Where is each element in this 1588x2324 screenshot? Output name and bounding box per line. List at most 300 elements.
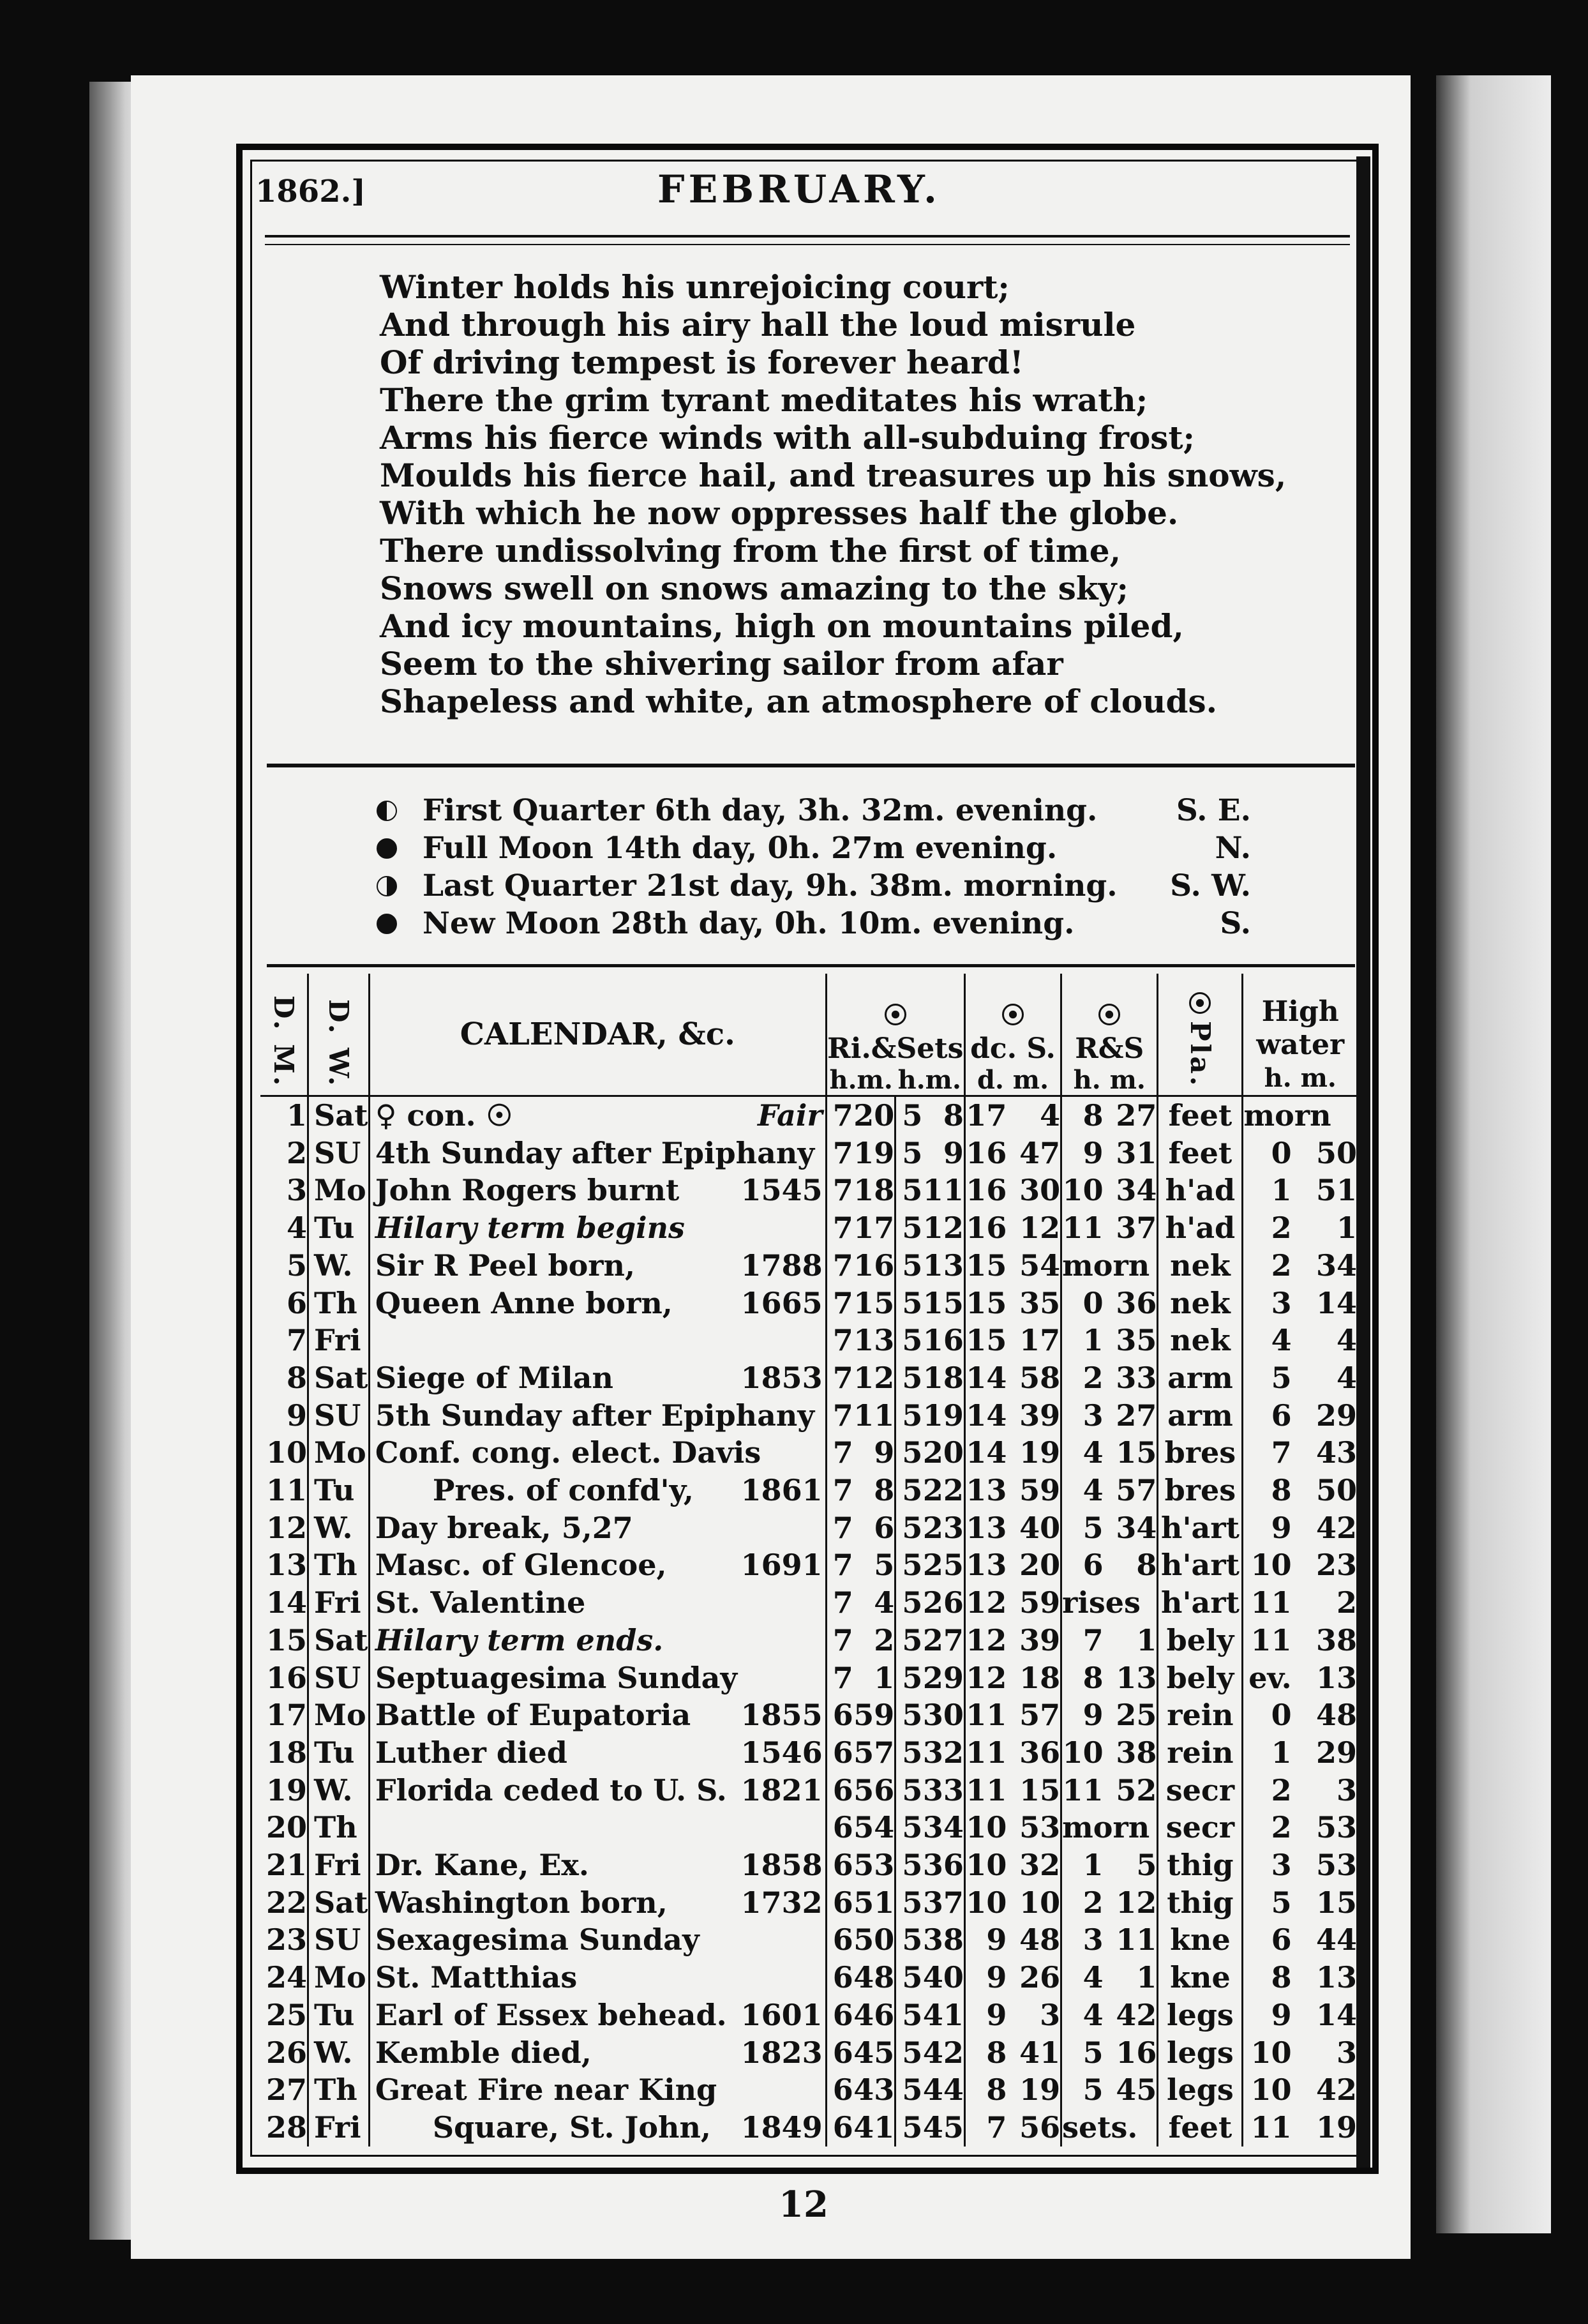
cell-rm: 2 <box>874 1622 895 1657</box>
calendar-row <box>260 2034 1357 2072</box>
header-sun-rise-set: Ri.&Sets h.m. h.m. <box>826 974 964 1096</box>
calendar-row <box>260 1659 1357 1697</box>
cell-pla: bely <box>1158 1659 1243 1697</box>
cell-hwm: 13 <box>1315 1660 1357 1695</box>
cell-dmn: 3 <box>1040 1997 1061 2032</box>
cell-dm: 2 <box>287 1135 308 1170</box>
cell-hwm: 4 <box>1336 1360 1357 1395</box>
cell-pla: thig <box>1158 1846 1243 1884</box>
event-text: Great Fire near King <box>375 2072 717 2108</box>
cell-mh: 10 <box>1061 1734 1104 1772</box>
first-quarter-moon-icon <box>377 801 397 821</box>
cell-hwh: 2 <box>1243 1209 1292 1247</box>
calendar-row <box>260 1622 1357 1659</box>
event-year: 1853 <box>740 1360 823 1395</box>
moon-phase-direction: N. <box>1215 831 1251 866</box>
cell-mm: 27 <box>1116 1398 1157 1433</box>
cell-dm: 27 <box>266 2072 308 2108</box>
poem-line: There undissolving from the first of time, <box>380 532 1121 570</box>
event-year: 1861 <box>740 1473 823 1508</box>
event-text: Dr. Kane, Ex. <box>375 1848 589 1883</box>
cell-pla: kne <box>1158 1921 1243 1959</box>
cell-mm: 33 <box>1116 1360 1157 1395</box>
cell-dm: 13 <box>266 1548 308 1583</box>
cell-hwh: morn <box>1243 1096 1292 1135</box>
event-cell <box>369 1096 826 1135</box>
cell-pla: kne <box>1158 1959 1243 1996</box>
cell-mm: 5 <box>1136 1848 1157 1883</box>
cell-hwh: 1 <box>1243 1734 1292 1772</box>
moon-phase-text: First Quarter 6th day, 3h. 32m. evening. <box>423 793 1098 828</box>
header-moon-rise-set: R&S h. m. <box>1061 974 1158 1096</box>
cell-sh: 5 <box>895 1959 923 1996</box>
cell-rm: 54 <box>853 1810 895 1845</box>
event-cell <box>369 2071 826 2109</box>
cell-dd: 16 <box>964 1209 1007 1247</box>
cell-dm: 15 <box>266 1622 308 1657</box>
cell-rm: 46 <box>853 1997 895 2032</box>
cell-hwm: 2 <box>1336 1585 1357 1620</box>
cell-rm: 43 <box>853 2072 895 2108</box>
cell-rm: 9 <box>874 1435 895 1470</box>
cell-dw: Tu <box>308 1996 370 2034</box>
event-cell <box>369 1546 826 1584</box>
cell-sm: 32 <box>922 1735 964 1770</box>
cell-mm: 57 <box>1116 1473 1157 1508</box>
cell-dm: 14 <box>266 1585 308 1620</box>
event-cell <box>369 1359 826 1397</box>
cell-dw: W. <box>308 1772 370 1809</box>
cell-hwh: 0 <box>1243 1135 1292 1172</box>
cell-hwh: 5 <box>1243 1359 1292 1397</box>
event-text: St. Valentine <box>375 1585 586 1620</box>
cell-rm: 51 <box>853 1885 895 1920</box>
event-text: Pres. of confd'y, <box>432 1473 694 1508</box>
cell-dd: 14 <box>964 1397 1007 1435</box>
cell-pla: arm <box>1158 1359 1243 1397</box>
poem-line: And icy mountains, high on mountains piled, <box>380 607 1184 645</box>
cell-hwm: 29 <box>1315 1735 1357 1770</box>
event-text: 4th Sunday after Epiphany <box>375 1135 815 1170</box>
event-cell <box>369 1996 826 2034</box>
cell-rh: 6 <box>826 2071 853 2109</box>
cell-hwh: 9 <box>1243 1509 1292 1547</box>
cell-dm: 26 <box>266 2035 308 2070</box>
last-quarter-moon-icon <box>377 876 397 896</box>
cell-rh: 7 <box>826 1135 853 1172</box>
cell-rh: 7 <box>826 1434 853 1472</box>
cell-dm: 20 <box>266 1810 308 1845</box>
calendar-table <box>260 974 1357 2147</box>
event-cell <box>369 1659 826 1697</box>
cell-dmn: 26 <box>1019 1960 1061 1995</box>
cell-sm: 29 <box>922 1660 964 1695</box>
cell-mh: 5 <box>1061 1509 1104 1547</box>
event-text: ♀ con. ☉ <box>375 1098 513 1133</box>
cell-dm: 6 <box>287 1285 308 1320</box>
cell-dw: Tu <box>308 1209 370 1247</box>
cell-hwm: 34 <box>1315 1248 1357 1283</box>
cell-hwm: 38 <box>1315 1622 1357 1657</box>
cell-sm: 25 <box>922 1548 964 1583</box>
calendar-row <box>260 1996 1357 2034</box>
cell-mm: 34 <box>1116 1510 1157 1545</box>
cell-mh: 11 <box>1061 1772 1104 1809</box>
moon-icon <box>1098 1004 1120 1025</box>
event-year: 1601 <box>740 1997 823 2032</box>
cell-dw: Th <box>308 1546 370 1584</box>
cell-sm: 8 <box>943 1098 964 1133</box>
event-year: 1849 <box>740 2109 823 2145</box>
cell-hwm: 42 <box>1315 2072 1357 2108</box>
cell-dw: Sat <box>308 1884 370 1922</box>
calendar-row <box>260 1322 1357 1359</box>
cell-sm: 33 <box>922 1772 964 1807</box>
moon-phase-row <box>377 792 1251 829</box>
header-high-water: High water h. m. <box>1243 974 1357 1096</box>
cell-mh: sets. <box>1061 2109 1104 2147</box>
cell-dm: 10 <box>266 1435 308 1470</box>
cell-hwm: 23 <box>1315 1548 1357 1583</box>
cell-rh: 6 <box>826 1921 853 1959</box>
header-rule <box>265 235 1350 238</box>
event-cell <box>369 2109 826 2147</box>
cell-pla: nek <box>1158 1285 1243 1322</box>
calendar-row <box>260 1734 1357 1772</box>
moon-phase-text: Last Quarter 21st day, 9h. 38m. morning. <box>423 868 1118 903</box>
cell-sm: 16 <box>922 1323 964 1358</box>
cell-rm: 50 <box>853 1922 895 1958</box>
cell-dm: 12 <box>266 1510 308 1545</box>
cell-mh: 5 <box>1061 2071 1104 2109</box>
event-cell <box>369 1397 826 1435</box>
cell-rm: 20 <box>853 1098 895 1133</box>
cell-dd: 8 <box>964 2071 1007 2109</box>
cell-dm: 16 <box>266 1660 308 1695</box>
cell-dd: 7 <box>964 2109 1007 2147</box>
cell-sh: 5 <box>895 1884 923 1922</box>
cell-dw: Fri <box>308 1322 370 1359</box>
event-text: Washington born, <box>375 1885 668 1920</box>
cell-dm: 28 <box>266 2109 308 2145</box>
cell-hwm: 42 <box>1315 1510 1357 1545</box>
cell-dw: Mo <box>308 1959 370 1996</box>
moon-phase-row <box>377 867 1251 905</box>
cell-mh: 2 <box>1061 1884 1104 1922</box>
cell-rh: 7 <box>826 1172 853 1209</box>
cell-dw: Sat <box>308 1622 370 1659</box>
cell-dmn: 39 <box>1019 1622 1061 1657</box>
event-year: 1788 <box>740 1248 823 1283</box>
cell-dm: 22 <box>266 1885 308 1920</box>
month-title: FEBRUARY. <box>657 167 941 212</box>
cell-rh: 7 <box>826 1659 853 1697</box>
cell-dm: 18 <box>266 1735 308 1770</box>
cell-dd: 13 <box>964 1509 1007 1547</box>
cell-dd: 10 <box>964 1846 1007 1884</box>
cell-rh: 6 <box>826 1772 853 1809</box>
cell-sh: 5 <box>895 1696 923 1734</box>
cell-hwh: 4 <box>1243 1322 1292 1359</box>
cell-rh: 7 <box>826 1096 853 1135</box>
cell-sh: 5 <box>895 1472 923 1509</box>
event-cell <box>369 1434 826 1472</box>
cell-dmn: 32 <box>1019 1848 1061 1883</box>
event-text: Kemble died, <box>375 2035 592 2070</box>
cell-dmn: 18 <box>1019 1660 1061 1695</box>
calendar-row <box>260 1359 1357 1397</box>
cell-pla: rein <box>1158 1734 1243 1772</box>
event-cell <box>369 1772 826 1809</box>
cell-hwm: 14 <box>1315 1285 1357 1320</box>
cell-dd: 15 <box>964 1322 1007 1359</box>
cell-hwh: 6 <box>1243 1921 1292 1959</box>
calendar-row <box>260 2071 1357 2109</box>
cell-mh: 1 <box>1061 1846 1104 1884</box>
cell-sh: 5 <box>895 1209 923 1247</box>
cell-dw: Tu <box>308 1734 370 1772</box>
cell-dmn: 35 <box>1019 1285 1061 1320</box>
cell-dw: Mo <box>308 1696 370 1734</box>
cell-hwm: 13 <box>1315 1960 1357 1995</box>
cell-sm: 18 <box>922 1360 964 1395</box>
cell-mm: 38 <box>1116 1735 1157 1770</box>
page-number: 12 <box>779 2184 828 2226</box>
cell-sm: 30 <box>922 1698 964 1733</box>
cell-mm: 8 <box>1136 1548 1157 1583</box>
cell-dm: 11 <box>266 1473 308 1508</box>
calendar-row <box>260 1472 1357 1509</box>
event-cell <box>369 1172 826 1209</box>
cell-rm: 18 <box>853 1173 895 1208</box>
cell-dm: 9 <box>287 1398 308 1433</box>
calendar-row <box>260 1397 1357 1435</box>
cell-mm: 11 <box>1116 1922 1157 1958</box>
cell-dmn: 4 <box>1040 1098 1061 1133</box>
cell-hwm: 50 <box>1315 1135 1357 1170</box>
event-cell <box>369 1247 826 1285</box>
cell-sm: 34 <box>922 1810 964 1845</box>
cell-sh: 5 <box>895 1809 923 1846</box>
event-year: 1546 <box>740 1735 823 1770</box>
cell-hwh: 2 <box>1243 1809 1292 1846</box>
cell-dd: 11 <box>964 1696 1007 1734</box>
cell-dm: 5 <box>287 1248 308 1283</box>
event-text: Septuagesima Sunday <box>375 1660 738 1695</box>
cell-pla: legs <box>1158 1996 1243 2034</box>
cell-hwm: 14 <box>1315 1997 1357 2032</box>
cell-hwh: 11 <box>1243 1584 1292 1622</box>
event-text: Conf. cong. elect. Davis <box>375 1435 761 1470</box>
cell-pla: nek <box>1158 1322 1243 1359</box>
poem-line: Winter holds his unrejoicing court; <box>380 268 1010 306</box>
moon-phase-direction: S. W. <box>1170 868 1251 903</box>
cell-mh: 8 <box>1061 1659 1104 1697</box>
cell-mm: 37 <box>1116 1211 1157 1246</box>
cell-hwh: 8 <box>1243 1472 1292 1509</box>
cell-pla: secr <box>1158 1772 1243 1809</box>
cell-rm: 13 <box>853 1323 895 1358</box>
cell-rh: 7 <box>826 1209 853 1247</box>
cell-sh: 5 <box>895 1135 923 1172</box>
cell-pla: h'art <box>1158 1546 1243 1584</box>
header-day-of-week: D. W. <box>308 974 370 1096</box>
cell-mm: 13 <box>1116 1660 1157 1695</box>
cell-pla: bely <box>1158 1622 1243 1659</box>
cell-dw: Th <box>308 2071 370 2109</box>
event-cell <box>369 1209 826 1247</box>
cell-dw: Th <box>308 1809 370 1846</box>
header-sun-declination: dc. S. d. m. <box>964 974 1061 1096</box>
cell-sh: 5 <box>895 1546 923 1584</box>
cell-sm: 19 <box>922 1398 964 1433</box>
cell-dw: SU <box>308 1659 370 1697</box>
poem-line: Moulds his fierce hail, and treasures up his snows, <box>380 456 1287 494</box>
new-moon-icon <box>377 914 397 934</box>
cell-mm: 34 <box>1116 1173 1157 1208</box>
cell-pla: feet <box>1158 1135 1243 1172</box>
cell-dd: 11 <box>964 1772 1007 1809</box>
cell-dmn: 56 <box>1019 2109 1061 2145</box>
cell-mh: morn <box>1061 1809 1104 1846</box>
event-text: Sir R Peel born, <box>375 1248 635 1283</box>
cell-pla: bres <box>1158 1472 1243 1509</box>
table-header-row <box>260 974 1357 1096</box>
cell-dm: 21 <box>266 1848 308 1883</box>
calendar-row <box>260 1809 1357 1846</box>
cell-mh: 9 <box>1061 1135 1104 1172</box>
cell-mh: rises <box>1061 1584 1104 1622</box>
cell-hwh: 11 <box>1243 2109 1292 2147</box>
cell-sh: 5 <box>895 2109 923 2147</box>
cell-rm: 11 <box>853 1398 895 1433</box>
cell-sh: 5 <box>895 1772 923 1809</box>
cell-mm: 27 <box>1116 1098 1157 1133</box>
cell-dd: 10 <box>964 1884 1007 1922</box>
cell-sm: 41 <box>922 1997 964 2032</box>
cell-sh: 5 <box>895 1996 923 2034</box>
cell-rh: 6 <box>826 1809 853 1846</box>
cell-hwh: 10 <box>1243 2071 1292 2109</box>
cell-rh: 6 <box>826 1959 853 1996</box>
cell-rh: 6 <box>826 1696 853 1734</box>
poem-block <box>380 268 1286 720</box>
event-text: St. Matthias <box>375 1960 578 1995</box>
event-cell <box>369 1921 826 1959</box>
cell-sh: 5 <box>895 1397 923 1435</box>
cell-dw: Tu <box>308 1472 370 1509</box>
moon-phase-direction: S. <box>1220 906 1251 941</box>
event-cell <box>369 1846 826 1884</box>
adjacent-page-edge <box>1436 75 1551 2233</box>
cell-dmn: 57 <box>1019 1698 1061 1733</box>
cell-pla: secr <box>1158 1809 1243 1846</box>
cell-dmn: 48 <box>1019 1922 1061 1958</box>
cell-dmn: 30 <box>1019 1173 1061 1208</box>
cell-dmn: 15 <box>1019 1772 1061 1807</box>
cell-dd: 15 <box>964 1247 1007 1285</box>
cell-dd: 8 <box>964 2034 1007 2072</box>
cell-hwh: 9 <box>1243 1996 1292 2034</box>
cell-sm: 36 <box>922 1848 964 1883</box>
cell-dd: 9 <box>964 1921 1007 1959</box>
cell-sm: 23 <box>922 1510 964 1545</box>
cell-dmn: 39 <box>1019 1398 1061 1433</box>
cell-dmn: 19 <box>1019 2072 1061 2108</box>
cell-mh: 7 <box>1061 1622 1104 1659</box>
header-moon-place: Pla. <box>1158 974 1243 1096</box>
event-year: 1855 <box>740 1698 823 1733</box>
cell-pla: thig <box>1158 1884 1243 1922</box>
cell-pla: h'art <box>1158 1584 1243 1622</box>
cell-dm: 8 <box>287 1360 308 1395</box>
cell-hwh: 10 <box>1243 2034 1292 2072</box>
cell-hwh: 0 <box>1243 1696 1292 1734</box>
cell-dw: SU <box>308 1135 370 1172</box>
header-rule-thin <box>265 244 1350 245</box>
cell-dd: 14 <box>964 1434 1007 1472</box>
event-cell <box>369 1809 826 1846</box>
cell-rh: 7 <box>826 1509 853 1547</box>
cell-mm: 25 <box>1116 1698 1157 1733</box>
cell-rm: 12 <box>853 1360 895 1395</box>
cell-mh: 9 <box>1061 1696 1104 1734</box>
cell-sm: 38 <box>922 1922 964 1958</box>
cell-sh: 5 <box>895 1734 923 1772</box>
cell-rh: 6 <box>826 1996 853 2034</box>
event-cell <box>369 1734 826 1772</box>
cell-dmn: 12 <box>1019 1211 1061 1246</box>
moon-phase-text: Full Moon 14th day, 0h. 27m evening. <box>423 831 1058 866</box>
cell-rm: 45 <box>853 2035 895 2070</box>
poem-line: Shapeless and white, an atmosphere of clouds. <box>380 683 1218 720</box>
event-year: 1823 <box>740 2035 823 2070</box>
cell-rh: 7 <box>826 1359 853 1397</box>
cell-rm: 16 <box>853 1248 895 1283</box>
cell-mm: 15 <box>1116 1435 1157 1470</box>
event-cell <box>369 1135 826 1172</box>
moon-phase-row <box>377 905 1251 942</box>
cell-dw: Sat <box>308 1359 370 1397</box>
event-text: Hilary term ends. <box>375 1622 664 1657</box>
cell-hwm: 29 <box>1315 1398 1357 1433</box>
cell-mm: 36 <box>1116 1285 1157 1320</box>
event-cell <box>369 1884 826 1922</box>
cell-hwh: 6 <box>1243 1397 1292 1435</box>
cell-mh: 2 <box>1061 1359 1104 1397</box>
cell-mh: 4 <box>1061 1472 1104 1509</box>
cell-dmn: 53 <box>1019 1810 1061 1845</box>
cell-dmn: 17 <box>1019 1323 1061 1358</box>
cell-hwm: 19 <box>1315 2109 1357 2145</box>
cell-hwh: 3 <box>1243 1285 1292 1322</box>
event-text: 5th Sunday after Epiphany <box>375 1398 815 1433</box>
cell-dm: 17 <box>266 1698 308 1733</box>
cell-dw: SU <box>308 1397 370 1435</box>
cell-rm: 5 <box>874 1548 895 1583</box>
phases-rule <box>267 964 1355 967</box>
event-year: 1691 <box>740 1548 823 1583</box>
cell-dw: Fri <box>308 2109 370 2147</box>
cell-sh: 5 <box>895 2034 923 2072</box>
cell-dmn: 20 <box>1019 1548 1061 1583</box>
cell-pla: bres <box>1158 1434 1243 1472</box>
cell-sm: 12 <box>922 1211 964 1246</box>
cell-mh: 4 <box>1061 1959 1104 1996</box>
cell-sh: 5 <box>895 1622 923 1659</box>
event-year: 1732 <box>740 1885 823 1920</box>
calendar-row <box>260 1846 1357 1884</box>
